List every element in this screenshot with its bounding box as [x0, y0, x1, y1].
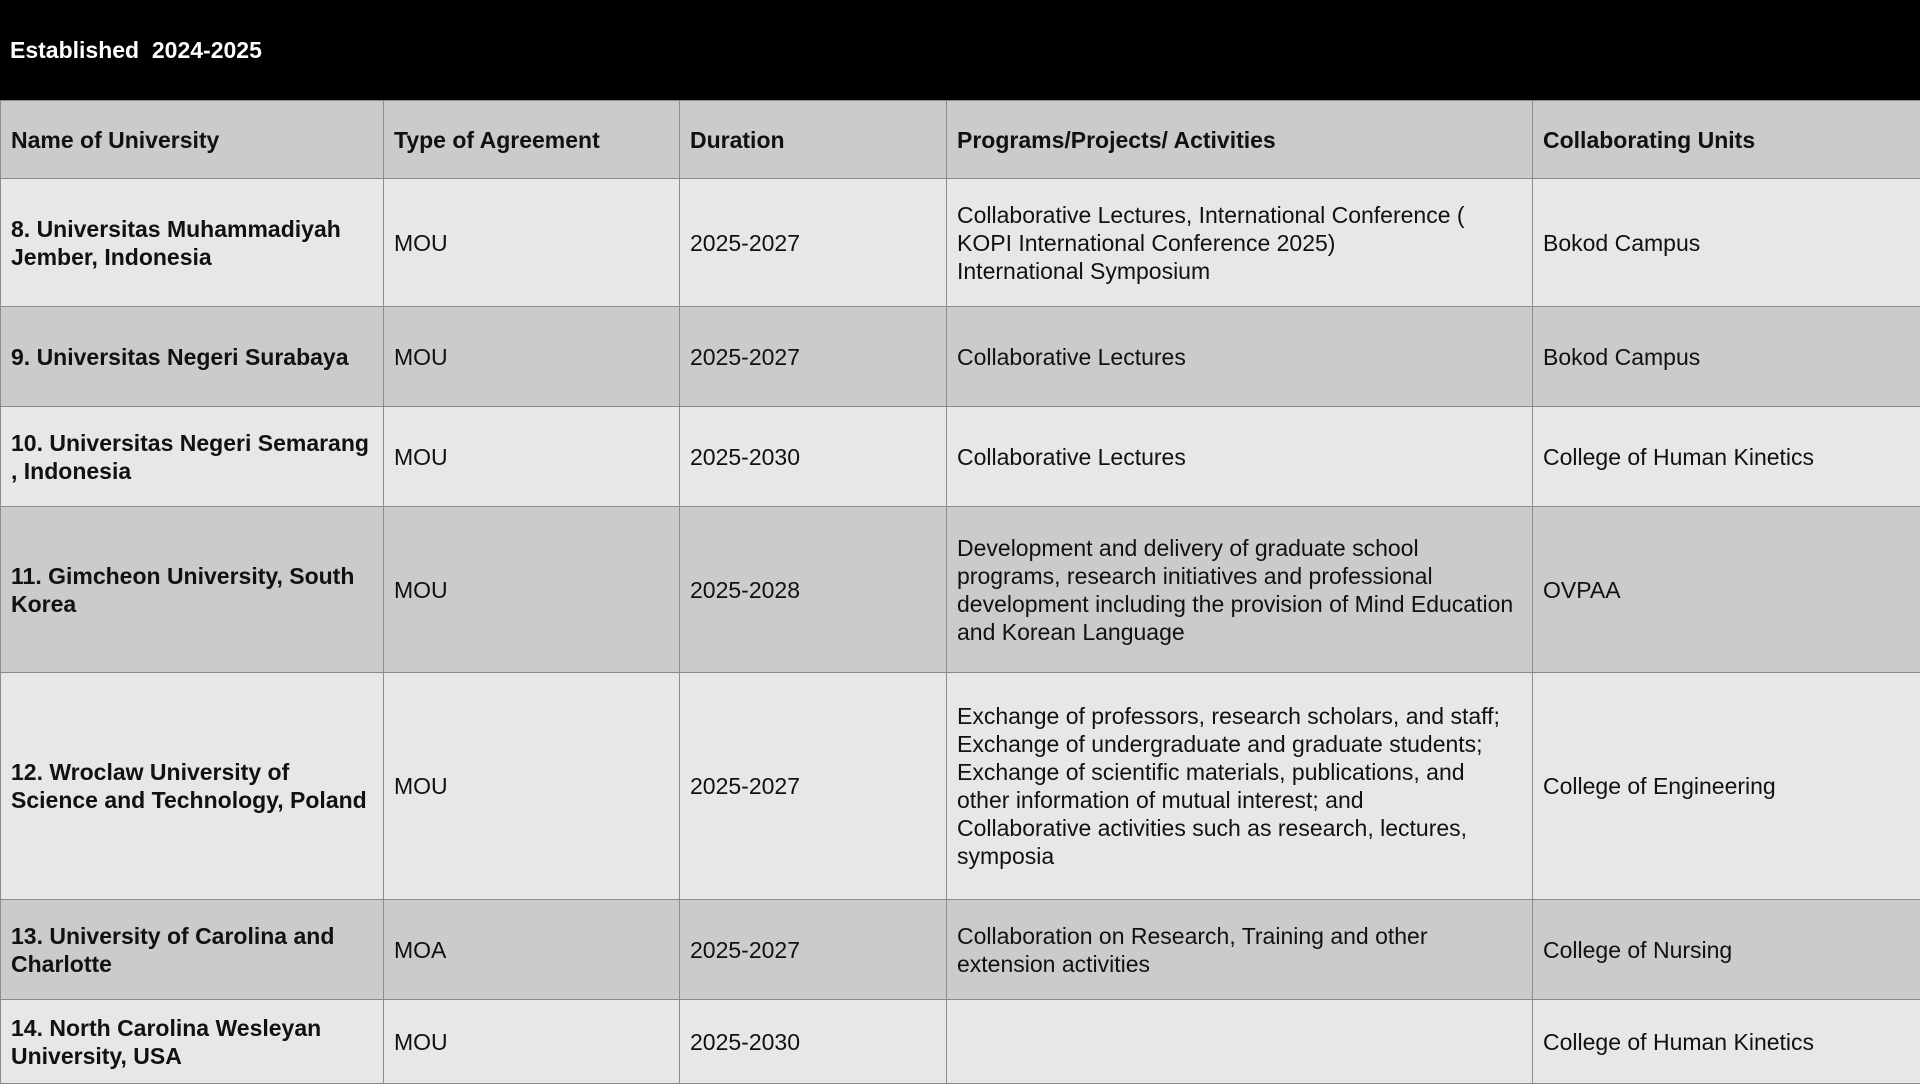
cell-programs: Exchange of professors, research scholars, and staff; Exchange of undergraduate and graduate students; Exchange of scientific materials, publications, and other information of mutual interest; and Collaborative activities such as research, lectures, symposia: [947, 673, 1533, 900]
agreements-table: [0, 100, 1920, 1084]
cell-duration: 2025-2030: [680, 407, 947, 507]
cell-programs: Development and delivery of graduate school programs, research initiatives and professional development including the provision of Mind Education and Korean Language: [947, 507, 1533, 673]
cell-agreement-type: MOU: [384, 507, 680, 673]
cell-units: College of Human Kinetics: [1533, 407, 1920, 507]
cell-units: Bokod Campus: [1533, 179, 1920, 307]
cell-programs: [947, 1000, 1533, 1084]
cell-duration: 2025-2027: [680, 307, 947, 407]
cell-agreement-type: MOU: [384, 673, 680, 900]
cell-duration: 2025-2027: [680, 179, 947, 307]
table-row: [1, 507, 1920, 673]
cell-university-name: 14. North Carolina Wesleyan University, USA: [1, 1000, 384, 1084]
cell-programs: Collaboration on Research, Training and other extension activities: [947, 900, 1533, 1000]
cell-university-name: 9. Universitas Negeri Surabaya: [1, 307, 384, 407]
column-header-type: Type of Agreement: [384, 101, 680, 179]
cell-duration: 2025-2028: [680, 507, 947, 673]
cell-duration: 2025-2030: [680, 1000, 947, 1084]
table-row: [1, 307, 1920, 407]
table-row: [1, 900, 1920, 1000]
table-row: [1, 407, 1920, 507]
cell-agreement-type: MOU: [384, 1000, 680, 1084]
cell-programs: Collaborative Lectures, International Conference ( KOPI International Conference 2025) International Symposium: [947, 179, 1533, 307]
cell-university-name: 13. University of Carolina and Charlotte: [1, 900, 384, 1000]
cell-agreement-type: MOU: [384, 179, 680, 307]
cell-units: Bokod Campus: [1533, 307, 1920, 407]
cell-university-name: 10. Universitas Negeri Semarang , Indonesia: [1, 407, 384, 507]
cell-programs: Collaborative Lectures: [947, 407, 1533, 507]
cell-agreement-type: MOU: [384, 307, 680, 407]
table-row: [1, 179, 1920, 307]
table-row: [1, 1000, 1920, 1084]
cell-units: College of Engineering: [1533, 673, 1920, 900]
cell-duration: 2025-2027: [680, 900, 947, 1000]
table-row: [1, 673, 1920, 900]
cell-university-name: 11. Gimcheon University, South Korea: [1, 507, 384, 673]
cell-units: OVPAA: [1533, 507, 1920, 673]
title-bar: [0, 0, 1920, 100]
cell-university-name: 8. Universitas Muhammadiyah Jember, Indonesia: [1, 179, 384, 307]
cell-university-name: 12. Wroclaw University of Science and Technology, Poland: [1, 673, 384, 900]
column-header-units: Collaborating Units: [1533, 101, 1920, 179]
cell-agreement-type: MOU: [384, 407, 680, 507]
page-title: Established 2024-2025: [10, 37, 262, 64]
column-header-programs: Programs/Projects/ Activities: [947, 101, 1533, 179]
column-header-duration: Duration: [680, 101, 947, 179]
cell-units: College of Nursing: [1533, 900, 1920, 1000]
cell-units: College of Human Kinetics: [1533, 1000, 1920, 1084]
table-header-row: [1, 101, 1920, 179]
cell-programs: Collaborative Lectures: [947, 307, 1533, 407]
cell-duration: 2025-2027: [680, 673, 947, 900]
column-header-name: Name of University: [1, 101, 384, 179]
cell-agreement-type: MOA: [384, 900, 680, 1000]
